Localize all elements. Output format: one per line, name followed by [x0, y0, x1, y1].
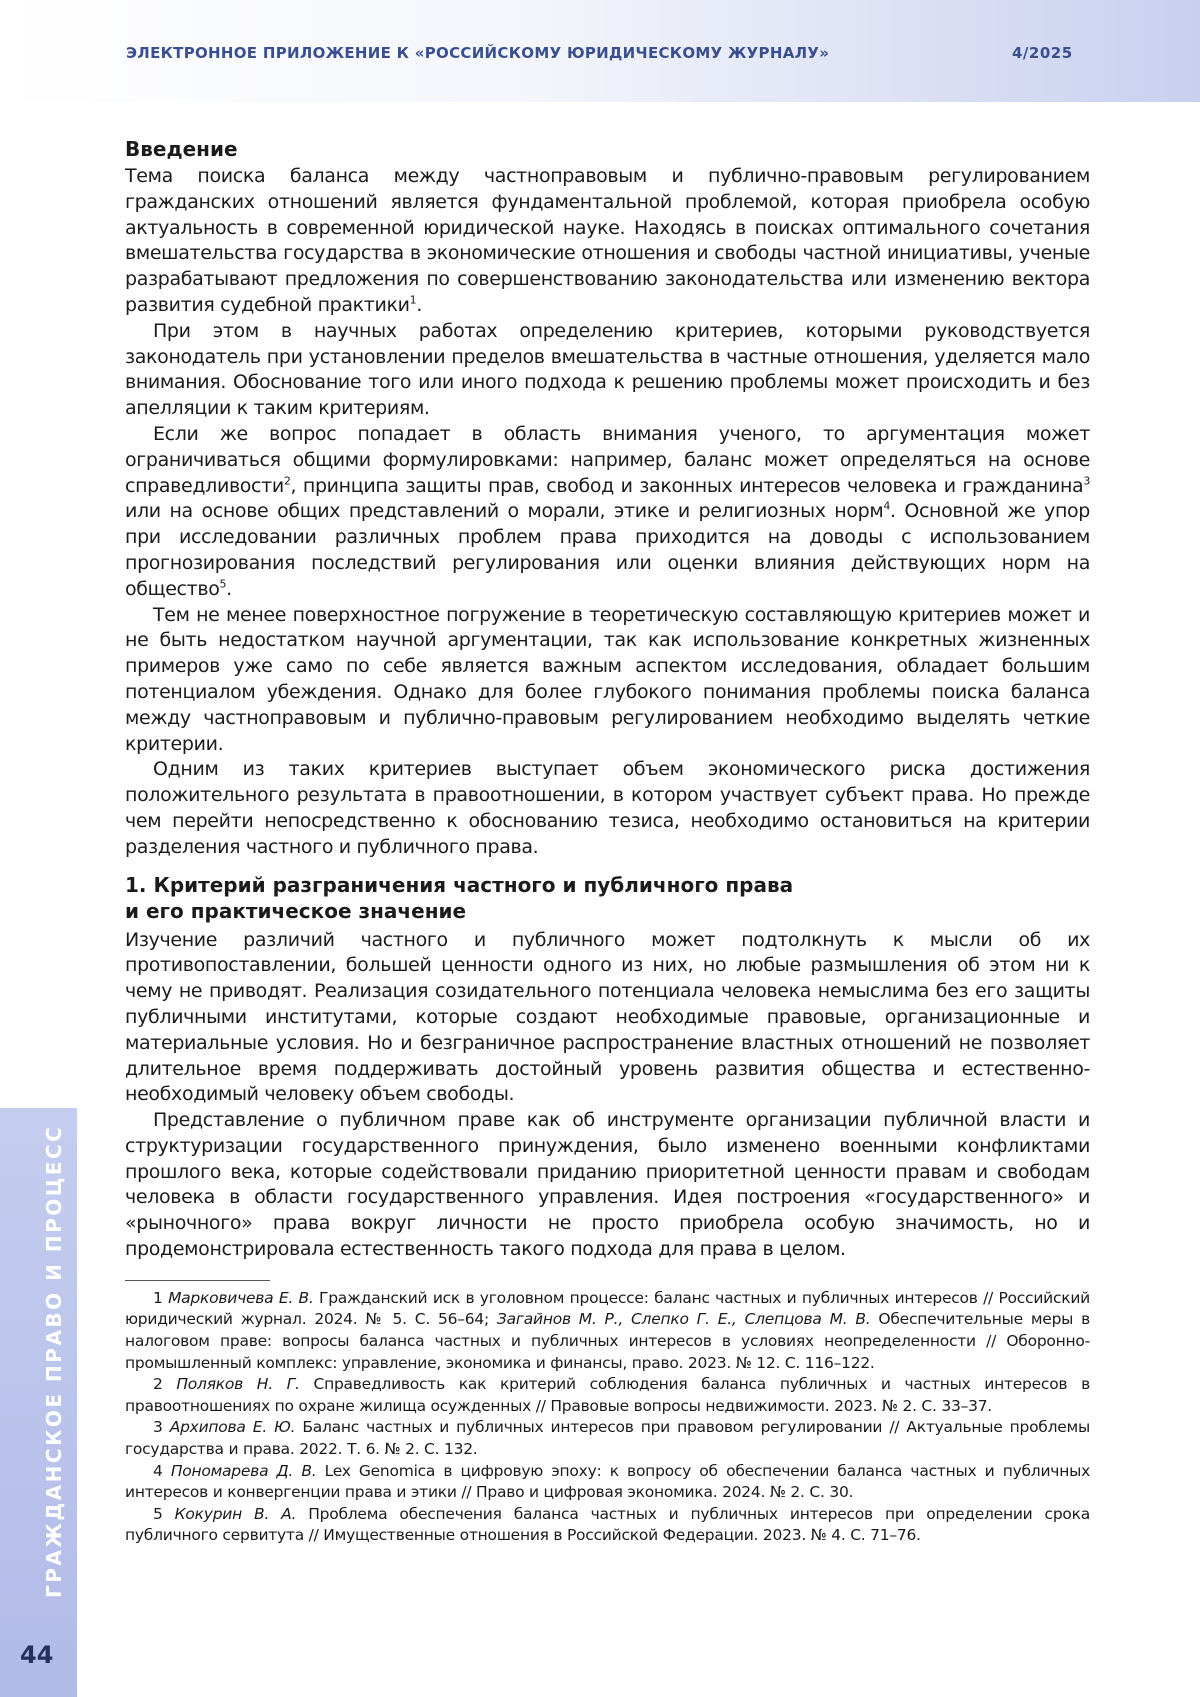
footnote-divider	[125, 1280, 270, 1281]
section-heading-line: 1. Критерий разграничения частного и публичного права	[125, 872, 794, 897]
footnote-text: Lex Genomica в цифровую эпоху: к вопросу об обеспечении баланса частных и публичных интересов и конвергенции права и этики // Право и цифровая экономика. 2024. № 2. С. 30.	[125, 1461, 1090, 1502]
journal-title: ЭЛЕКТРОННОЕ ПРИЛОЖЕНИЕ К «РОССИЙСКОМУ ЮРИДИЧЕСКОМУ ЖУРНАЛУ»	[126, 44, 830, 62]
footnote	[125, 1504, 1090, 1547]
paragraph: Одним из таких критериев выступает объем экономического риска достижения положительного результата в правоотношении, в котором участвует субъект права. Но прежде чем перейти непосредственно к обоснованию тезиса, необходимо остановиться на критерии разделения частного и публичного права.	[125, 758, 1090, 858]
issue-number: 4/2025	[1012, 44, 1073, 62]
paragraph: При этом в научных работах определению критериев, которыми руководствуется законодатель при установлении пределов вмешательства в частные отношения, уделяется мало внимания. Обоснование того или иного подхода к решению проблемы может происходить и без апелляции к таким критериям.	[125, 319, 1090, 420]
footnote-author: Архипова Е. Ю.	[169, 1418, 296, 1437]
footnote-number: 2	[153, 1375, 163, 1394]
article-body	[125, 136, 1090, 1547]
page-number: 44	[20, 1641, 54, 1669]
paragraph-text: . Основной же упор при исследовании различных проблем права приходится на доводы с использованием прогнозирования последствий регулирования или оценки влияния действующих норм на общество	[125, 500, 1090, 600]
footnote-author: Кокурин В. А.	[174, 1504, 297, 1523]
footnote-author: Загайнов М. Р., Слепко Г. Е., Слепцова М. В.	[496, 1310, 871, 1329]
footnote-number: 3	[153, 1418, 163, 1437]
footnote	[125, 1288, 1090, 1374]
intro-heading: Введение	[125, 137, 238, 161]
footnote-text: Справедливость как критерий соблюдения баланса публичных и частных интересов в правоотношениях по охране жилища осужденных // Правовые вопросы недвижимости. 2023. № 2. С. 33–37.	[125, 1375, 1090, 1415]
footnote	[125, 1461, 1090, 1504]
paragraph-text: , принципа защиты прав, свобод и законных интересов человека и гражданина	[290, 474, 1084, 497]
footnote-ref: 2	[283, 474, 291, 488]
footnote-author: Пономарева Д. В.	[170, 1461, 317, 1480]
paragraph-text: .	[416, 293, 423, 316]
footnote-ref: 1	[409, 293, 417, 307]
footnote	[125, 1374, 1090, 1417]
footnote-author: Поляков Н. Г.	[176, 1375, 300, 1394]
footnote-ref: 4	[883, 500, 890, 514]
paragraph-text: .	[226, 577, 232, 600]
footnote-text: Проблема обеспечения баланса частных и публичных интересов при определении срока публичного сервитута // Имущественные отношения в Российской Федерации. 2023. № 4. С. 71–76.	[125, 1504, 1090, 1545]
section-heading	[125, 872, 1090, 924]
footnote-text: Баланс частных и публичных интересов при правовом регулировании // Актуальные проблемы государства и права. 2022. Т. 6. № 2. С. 132.	[125, 1418, 1090, 1459]
footnote-number: 5	[153, 1504, 163, 1523]
paragraph: Тем не менее поверхностное погружение в теоретическую составляющую критериев может и не быть недостатком научной аргументации, так как использование конкретных жизненных примеров уже само по себе является важным аспектом исследования, обладает большим потенциалом убеждения. Однако для более глубокого понимания проблемы поиска баланса между частноправовым и публично-правовым регулированием необходимо выделять четкие критерии.	[125, 603, 1090, 755]
journal-header-bar	[0, 0, 1200, 102]
footnote	[125, 1417, 1090, 1460]
paragraph-text: или на основе общих представлений о морали, этике и религиозных норм	[125, 500, 884, 523]
footnote-number: 4	[153, 1461, 163, 1480]
paragraph	[125, 164, 1090, 319]
footnote-text: Обеспечительные меры в налоговом праве: вопросы баланса частных и публичных интересов в условиях неопределенности // Оборонно-промышленный комплекс: управление, экономика и финансы, право. 2023. № 12. С. 116–122.	[125, 1310, 1091, 1372]
paragraph-text: Тема поиска баланса между частноправовым и публично-правовым регулированием гражданских отношений является фундаментальной проблемой, которая приобрела особую актуальность в современной юридической науке. Находясь в поисках оптимального сочетания вмешательства государства в экономические отношения и свободы частной инициативы, ученые разрабатывают предложения по совершенствованию законодательства или изменению вектора развития судебной практики	[125, 165, 1090, 316]
section-heading-line: и его практическое значение	[125, 898, 467, 923]
footnote-ref: 5	[219, 577, 227, 591]
paragraph: Изучение различий частного и публичного может подтолкнуть к мысли об их противопоставлении, большей ценности одного из них, но любые размышления об этом ни к чему не приводят. Реализация созидательного потенциала человека немыслима без его защиты публичными институтами, которые создают необходимые правовые, организационные и материальные условия. Но и безграничное распространение властных отношений не позволяет длительное время поддерживать достойный уровень развития общества и естественно-необходимый человеку объем свободы.	[125, 928, 1090, 1106]
footnote-ref: 3	[1083, 474, 1090, 488]
section-title-vertical: ГРАЖДАНСКОЕ ПРАВО И ПРОЦЕСС	[42, 1124, 66, 1598]
paragraph	[125, 422, 1090, 603]
footnote-author: Марковичева Е. В.	[168, 1288, 314, 1307]
paragraph-text: Если же вопрос попадает в область внимания ученого, то аргументация может ограничиваться общими формулировками: например, баланс может определяться на основе справедливости	[125, 422, 1090, 497]
footnote-text: Гражданский иск в уголовном процессе: баланс частных и публичных интересов // Российский юридический журнал. 2024. № 5. С. 56–64;	[125, 1288, 1090, 1329]
paragraph: Представление о публичном праве как об инструменте организации публичной власти и структуризации государственного принуждения, было изменено военными конфликтами прошлого века, которые содействовали приданию приоритетной ценности правам и свободам человека в области государственного управления. Идея построения «государственного» и «рыночного» права вокруг личности не просто приобрела особую значимость, но и продемонстрировала естественность такого подхода для права в целом.	[125, 1109, 1090, 1261]
footnote-number: 1	[153, 1288, 163, 1307]
